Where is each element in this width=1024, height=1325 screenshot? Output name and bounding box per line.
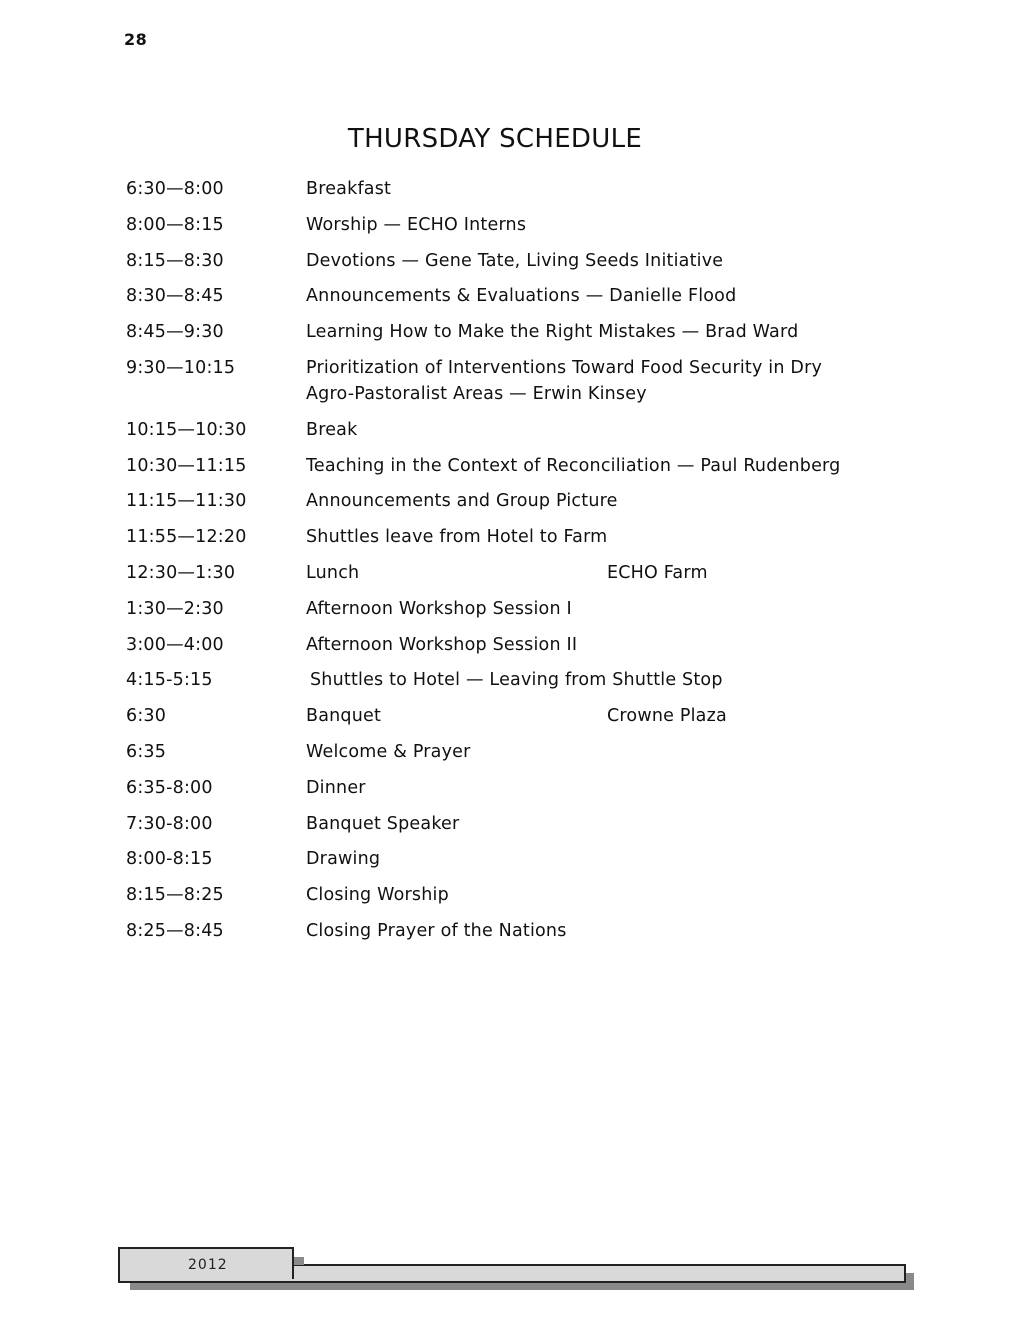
schedule-time: 11:55—12:20 (126, 527, 247, 548)
schedule-time: 10:15—10:30 (126, 419, 247, 440)
schedule-time: 11:15—11:30 (126, 491, 247, 512)
schedule-row (126, 918, 906, 944)
schedule-row (126, 703, 906, 729)
schedule-event: Afternoon Workshop Session I (306, 598, 572, 619)
schedule-event: Announcements and Group Picture (306, 491, 618, 512)
schedule-time: 8:25—8:45 (126, 920, 224, 941)
schedule-row (126, 176, 906, 202)
schedule-event: Teaching in the Context of Reconciliation — Paul Rudenberg (306, 455, 841, 476)
schedule-event: Break (306, 419, 358, 440)
schedule-event: Breakfast (306, 179, 392, 199)
schedule-time: 7:30-8:00 (126, 813, 213, 834)
schedule-event: Worship — ECHO Interns (306, 214, 527, 235)
footer-bar (118, 1247, 918, 1297)
schedule-time: 3:00—4:00 (126, 634, 224, 655)
schedule-row (126, 417, 906, 443)
schedule-row (126, 453, 906, 479)
footer-tab (118, 1247, 294, 1279)
schedule-row (126, 596, 906, 622)
schedule-location: ECHO Farm (607, 562, 708, 583)
schedule-event: Prioritization of Interventions Toward Food Security in Dry Agro-Pastoralist Areas — Erwin Kinsey (306, 357, 823, 404)
schedule-time: 8:00-8:15 (126, 849, 213, 870)
schedule-event: Closing Worship (306, 885, 449, 906)
schedule-row (126, 248, 906, 274)
schedule-row (126, 667, 906, 693)
footer-year: 2012 (188, 1257, 228, 1273)
schedule-row (126, 319, 906, 345)
schedule-row (126, 739, 906, 765)
schedule-event: Learning How to Make the Right Mistakes — Brad Ward (306, 322, 799, 343)
schedule-time: 8:30—8:45 (126, 286, 224, 307)
page-title: THURSDAY SCHEDULE (347, 124, 643, 154)
schedule-time: 8:15—8:30 (126, 250, 224, 271)
schedule-time: 6:30 (126, 706, 167, 727)
schedule-event: Lunch (306, 562, 360, 583)
schedule-event: Dinner (306, 777, 366, 798)
schedule-location: Crowne Plaza (607, 706, 727, 727)
schedule-row (126, 775, 906, 801)
schedule-list (126, 176, 906, 954)
schedule-event: Banquet (306, 706, 382, 727)
schedule-event: Welcome & Prayer (306, 741, 471, 762)
schedule-event: Banquet Speaker (306, 813, 460, 834)
schedule-time: 6:35-8:00 (126, 777, 213, 798)
schedule-time: 6:35 (126, 741, 167, 762)
schedule-time: 8:15—8:25 (126, 885, 224, 906)
schedule-time: 4:15-5:15 (126, 670, 213, 691)
schedule-row (126, 811, 906, 837)
schedule-time: 10:30—11:15 (126, 455, 247, 476)
schedule-row (126, 488, 906, 514)
schedule-row (126, 882, 906, 908)
schedule-time: 8:00—8:15 (126, 214, 224, 235)
schedule-event: Closing Prayer of the Nations (306, 920, 567, 941)
schedule-event: Devotions — Gene Tate, Living Seeds Initiative (306, 250, 724, 271)
schedule-row (126, 283, 906, 309)
schedule-time: 8:45—9:30 (126, 322, 224, 343)
schedule-time: 6:30—8:00 (126, 179, 224, 199)
schedule-row (126, 846, 906, 872)
schedule-time: 9:30—10:15 (126, 357, 236, 378)
schedule-event: Shuttles to Hotel — Leaving from Shuttle Stop (310, 670, 723, 691)
schedule-row (126, 524, 906, 550)
page-number: 28 (124, 30, 148, 49)
schedule-row (126, 632, 906, 658)
schedule-event: Shuttles leave from Hotel to Farm (306, 527, 608, 548)
schedule-time: 12:30—1:30 (126, 562, 236, 583)
schedule-row (126, 212, 906, 238)
schedule-event: Announcements & Evaluations — Danielle Flood (306, 286, 737, 307)
schedule-time: 1:30—2:30 (126, 598, 224, 619)
schedule-event: Drawing (306, 849, 381, 870)
schedule-row (126, 560, 906, 586)
schedule-event: Afternoon Workshop Session II (306, 634, 578, 655)
schedule-row (126, 355, 906, 407)
